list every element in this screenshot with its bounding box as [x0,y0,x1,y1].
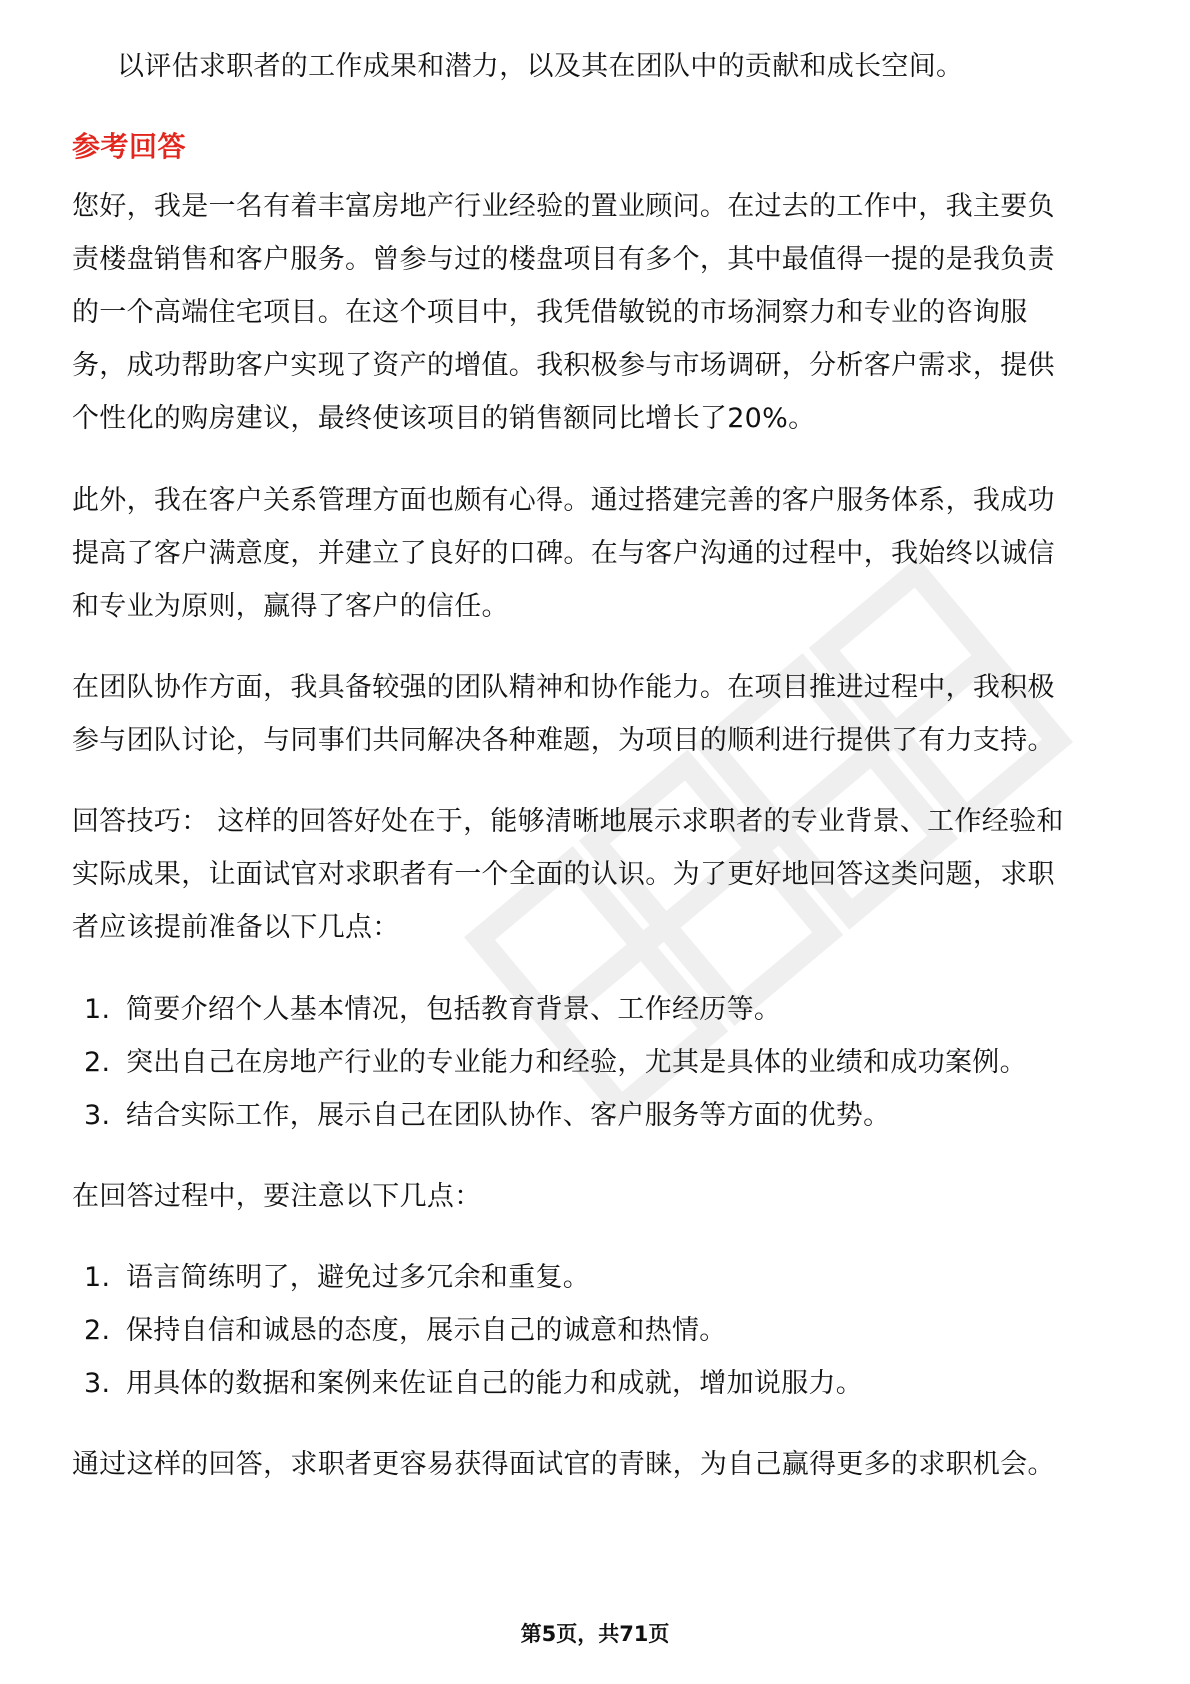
paragraph-line: 个性化的购房建议，最终使该项目的销售额同比增长了20%。 [72,403,816,434]
paragraph-line: 实际成果，让面试官对求职者有一个全面的认识。为了更好地回答这类问题，求职 [72,859,1055,890]
list-number: 1. [84,1262,111,1293]
paragraph-line: 务，成功帮助客户实现了资产的增值。我积极参与市场调研，分析客户需求，提供 [72,350,1055,381]
conclusion-line: 通过这样的回答，求职者更容易获得面试官的青睐，为自己赢得更多的求职机会。 [72,1449,1055,1480]
list-text: 突出自己在房地产行业的专业能力和经验，尤其是具体的业绩和成功案例。 [126,1047,1027,1078]
page-footer: 第5页，共71页 [520,1622,670,1646]
list-number: 1. [84,994,111,1025]
paragraph-line: 责楼盘销售和客户服务。曾参与过的楼盘项目有多个，其中最值得一提的是我负责 [72,244,1055,275]
paragraph-line: 回答技巧： 这样的回答好处在于，能够清晰地展示求职者的专业背景、工作经验和 [72,806,1064,837]
list-number: 2. [84,1047,111,1078]
notice-line: 在回答过程中，要注意以下几点： [72,1181,482,1212]
list-number: 3. [84,1100,111,1131]
paragraph-line: 的一个高端住宅项目。在这个项目中，我凭借敏锐的市场洞察力和专业的咨询服 [72,297,1028,328]
list-text: 语言简练明了，避免过多冗余和重复。 [126,1262,591,1293]
paragraph-line: 和专业为原则，赢得了客户的信任。 [72,591,509,622]
paragraph-line: 此外，我在客户关系管理方面也颇有心得。通过搭建完善的客户服务体系，我成功 [72,485,1055,516]
list-text: 用具体的数据和案例来佐证自己的能力和成就，增加说服力。 [126,1368,864,1399]
list-item [84,1034,1027,1091]
paragraph-line: 您好，我是一名有着丰富房地产行业经验的置业顾问。在过去的工作中，我主要负 [72,191,1055,222]
list-text: 结合实际工作，展示自己在团队协作、客户服务等方面的优势。 [126,1100,891,1131]
list-item [84,1087,890,1144]
list-item [84,1355,863,1412]
list-item [84,1249,590,1306]
paragraph-line: 参与团队讨论，与同事们共同解决各种难题，为项目的顺利进行提供了有力支持。 [72,725,1055,756]
intro-line: 以评估求职者的工作成果和潜力，以及其在团队中的贡献和成长空间。 [117,51,964,82]
list-item [84,981,781,1038]
list-text: 简要介绍个人基本情况，包括教育背景、工作经历等。 [126,994,782,1025]
paragraph-line: 者应该提前准备以下几点： [72,912,400,943]
list-number: 3. [84,1368,111,1399]
list-text: 保持自信和诚恳的态度，展示自己的诚意和热情。 [126,1315,727,1346]
list-item [84,1302,727,1359]
list-number: 2. [84,1315,111,1346]
paragraph-line: 提高了客户满意度，并建立了良好的口碑。在与客户沟通的过程中，我始终以诚信 [72,538,1055,569]
paragraph-line: 在团队协作方面，我具备较强的团队精神和协作能力。在项目推进过程中，我积极 [72,672,1055,703]
section-heading: 参考回答 [72,130,187,163]
